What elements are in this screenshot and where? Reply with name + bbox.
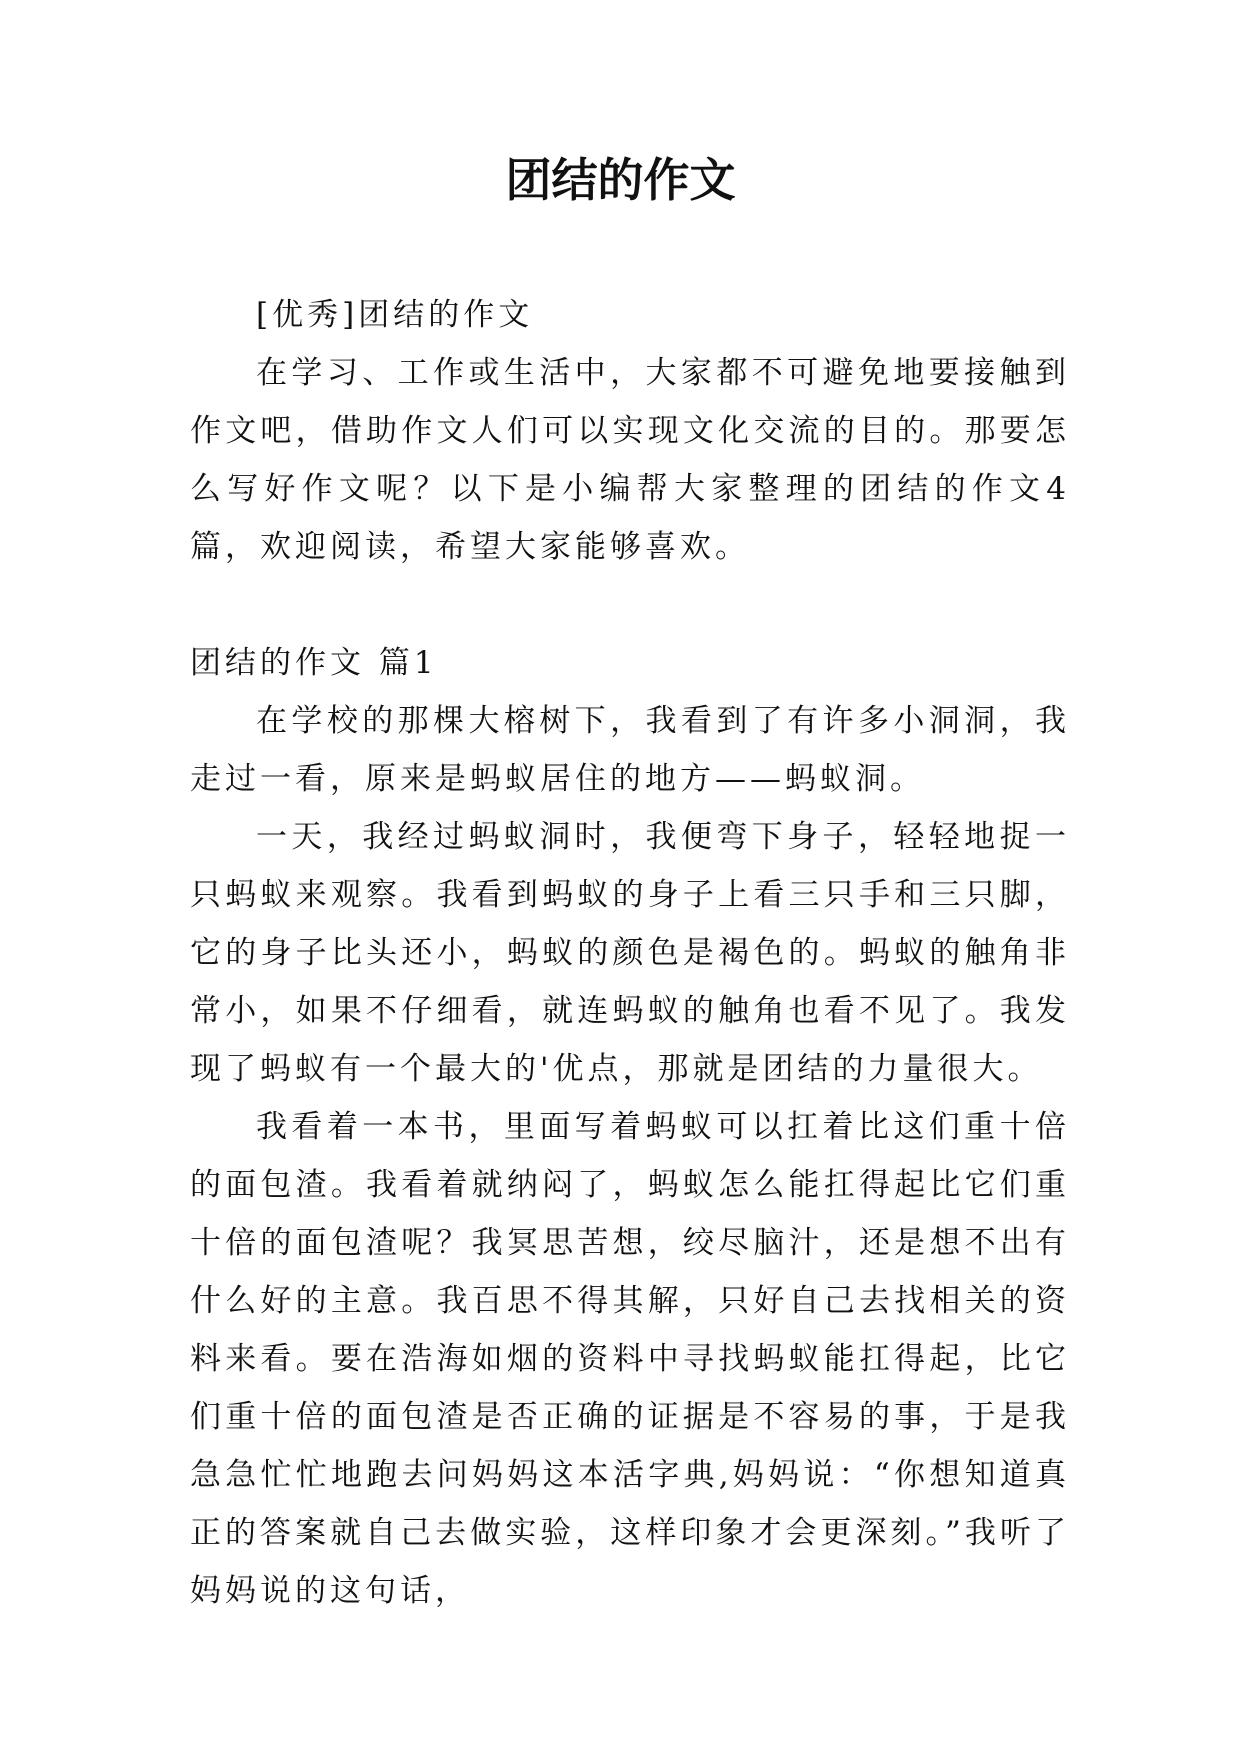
intro-heading: [优秀]团结的作文 bbox=[256, 297, 534, 333]
document-title: 团结的作文 bbox=[505, 153, 736, 207]
body-paragraph: 我看着一本书，里面写着蚂蚁可以扛着比这们重十倍的面包渣。我看着就纳闷了，蚂蚁怎么能扛得起比它们重十倍的面包渣呢？我冥思苦想，绞尽脑汁，还是想不出有什么好的主意。我百思不得其解，只好自己去找相关的资料来看。要在浩海如烟的资料中寻找蚂蚁能扛得起，比它们重十倍的面包渣是否正确的证据是不容易的事，于是我急急忙忙地跑去问妈妈这本活字典,妈妈说：“你想知道真正的答案就自己去做实验，这样印象才会更深刻。”我听了妈妈说的这句话， bbox=[190, 1109, 1070, 1609]
section-heading: 团结的作文 篇1 bbox=[190, 645, 438, 681]
intro-paragraph: 在学习、工作或生活中，大家都不可避免地要接触到作文吧，借助作文人们可以实现文化交流的目的。那要怎么写好作文呢？以下是小编帮大家整理的团结的作文4篇，欢迎阅读，希望大家能够喜欢。 bbox=[190, 355, 1070, 565]
body-paragraph: 一天，我经过蚂蚁洞时，我便弯下身子，轻轻地捉一只蚂蚁来观察。我看到蚂蚁的身子上看三只手和三只脚，它的身子比头还小，蚂蚁的颜色是褐色的。蚂蚁的触角非常小，如果不仔细看，就连蚂蚁的触角也看不见了。我发现了蚂蚁有一个最大的'优点，那就是团结的力量很大。 bbox=[190, 819, 1070, 1087]
body-paragraph: 在学校的那棵大榕树下，我看到了有许多小洞洞，我走过一看，原来是蚂蚁居住的地方——蚂蚁洞。 bbox=[190, 703, 1070, 797]
document-body bbox=[190, 286, 1070, 1620]
